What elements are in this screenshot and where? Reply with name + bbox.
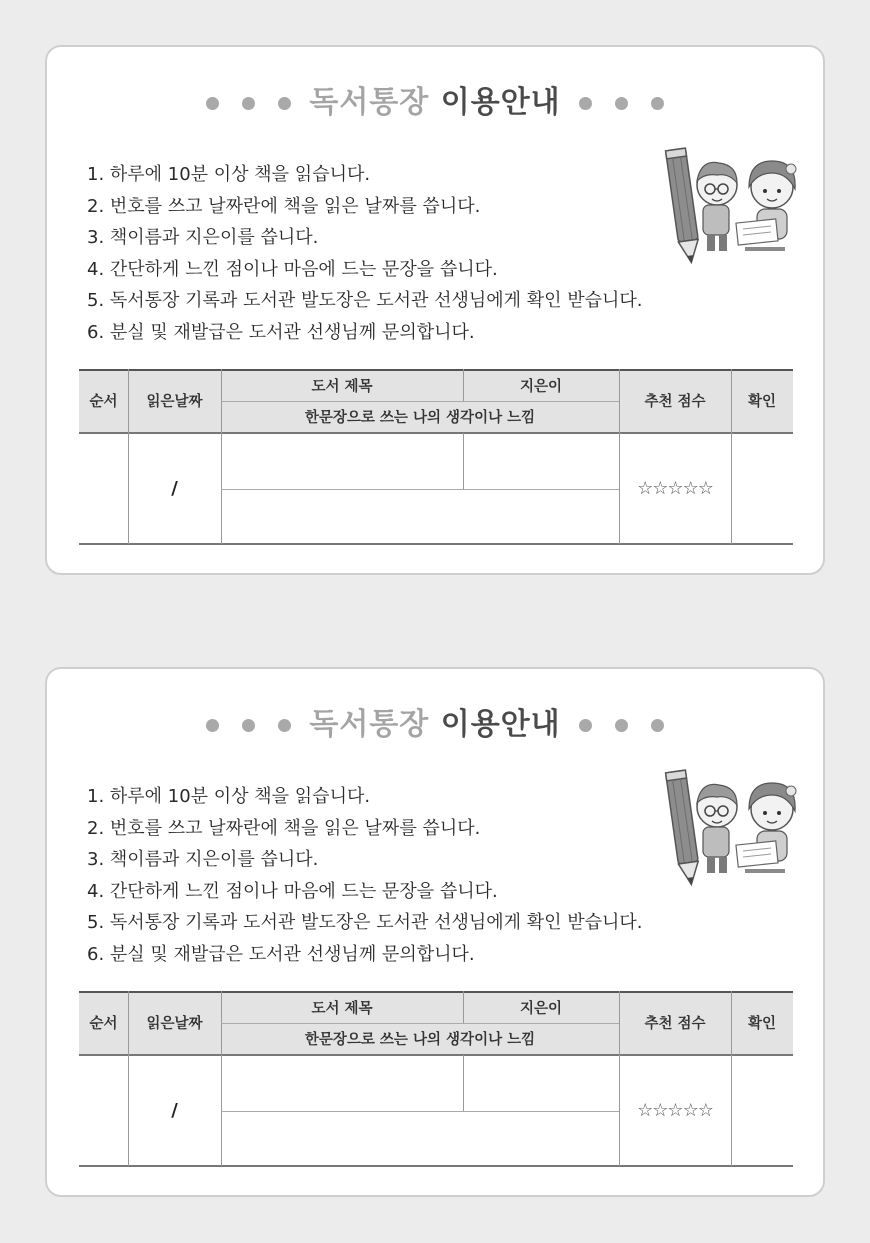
usage-rules-list bbox=[87, 159, 643, 349]
rule-item: 1. 하루에 10분 이상 책을 읽습니다. bbox=[87, 164, 371, 185]
table-body-inner-rule bbox=[221, 1111, 619, 1112]
table-bottom-rule bbox=[79, 543, 793, 545]
bullet-dot-icon bbox=[278, 719, 291, 732]
bullet-dot-icon bbox=[242, 97, 255, 110]
header-check: 확인 bbox=[747, 1016, 776, 1032]
header-order: 순서 bbox=[89, 1016, 118, 1032]
bullet-dot-icon bbox=[278, 97, 291, 110]
bullet-dot-icon bbox=[579, 719, 592, 732]
rule-item: 4. 간단하게 느낀 점이나 마음에 드는 문장을 씁니다. bbox=[87, 258, 498, 280]
reading-record-table bbox=[79, 991, 793, 1166]
rule-item: 6. 분실 및 재발급은 도서관 선생님께 문의합니다. bbox=[87, 321, 475, 343]
header-check: 확인 bbox=[747, 394, 776, 410]
rule-item: 3. 책이름과 지은이를 씁니다. bbox=[87, 849, 319, 871]
header-rating: 추천 점수 bbox=[644, 1016, 706, 1032]
header-book-title: 도서 제목 bbox=[311, 1000, 373, 1017]
header-book-title: 도서 제목 bbox=[311, 378, 373, 395]
rule-item: 4. 간단하게 느낀 점이나 마음에 드는 문장을 씁니다. bbox=[87, 880, 498, 902]
table-body-inner-rule bbox=[221, 489, 619, 490]
rule-item: 5. 독서통장 기록과 도서관 발도장은 도서관 선생님에게 확인 받습니다. bbox=[87, 290, 643, 312]
table-bottom-rule bbox=[79, 1165, 793, 1167]
rating-stars: ☆☆☆☆☆ bbox=[637, 477, 713, 499]
card-title bbox=[309, 705, 560, 745]
title-dots-right bbox=[579, 719, 664, 732]
reading-passbook-card bbox=[45, 667, 825, 1197]
header-author: 지은이 bbox=[519, 378, 563, 395]
header-impression: 한문장으로 쓰는 나의 생각이나 느낌 bbox=[304, 410, 536, 426]
rule-item: 1. 하루에 10분 이상 책을 읽습니다. bbox=[87, 786, 371, 807]
rule-item: 2. 번호를 쓰고 날짜란에 책을 읽은 날짜를 씁니다. bbox=[87, 817, 481, 839]
date-separator: / bbox=[171, 477, 178, 499]
bullet-dot-icon bbox=[615, 719, 628, 732]
bullet-dot-icon bbox=[579, 97, 592, 110]
bullet-dot-icon bbox=[206, 719, 219, 732]
title-part-passbook: 독서통장 bbox=[309, 85, 430, 120]
bullet-dot-icon bbox=[242, 719, 255, 732]
title-part-guide: 이용안내 bbox=[440, 707, 561, 742]
header-read-date: 읽은날짜 bbox=[146, 394, 203, 410]
rule-item: 5. 독서통장 기록과 도서관 발도장은 도서관 선생님에게 확인 받습니다. bbox=[87, 912, 643, 934]
rule-item: 3. 책이름과 지은이를 씁니다. bbox=[87, 227, 319, 249]
bullet-dot-icon bbox=[206, 97, 219, 110]
header-impression: 한문장으로 쓰는 나의 생각이나 느낌 bbox=[304, 1032, 536, 1048]
card-title-row bbox=[47, 83, 823, 123]
usage-rules-list bbox=[87, 781, 643, 971]
rule-item: 2. 번호를 쓰고 날짜란에 책을 읽은 날짜를 씁니다. bbox=[87, 195, 481, 217]
table-column-divider bbox=[463, 433, 464, 489]
card-title bbox=[309, 83, 560, 123]
kids-with-pencil-illustration-icon bbox=[659, 765, 809, 893]
date-separator: / bbox=[171, 1099, 178, 1121]
header-order: 순서 bbox=[89, 394, 118, 410]
header-read-date: 읽은날짜 bbox=[146, 1016, 203, 1032]
title-dots-right bbox=[579, 97, 664, 110]
kids-with-pencil-illustration-icon bbox=[659, 143, 809, 271]
header-rating: 추천 점수 bbox=[644, 394, 706, 410]
title-part-passbook: 독서통장 bbox=[309, 707, 430, 742]
table-column-divider bbox=[463, 1055, 464, 1111]
rating-stars: ☆☆☆☆☆ bbox=[637, 1099, 713, 1121]
rule-item: 6. 분실 및 재발급은 도서관 선생님께 문의합니다. bbox=[87, 943, 475, 965]
title-part-guide: 이용안내 bbox=[440, 85, 561, 120]
bullet-dot-icon bbox=[651, 719, 664, 732]
reading-passbook-card bbox=[45, 45, 825, 575]
bullet-dot-icon bbox=[651, 97, 664, 110]
bullet-dot-icon bbox=[615, 97, 628, 110]
reading-record-table bbox=[79, 369, 793, 544]
card-title-row bbox=[47, 705, 823, 745]
title-dots-left bbox=[206, 719, 291, 732]
header-author: 지은이 bbox=[519, 1000, 563, 1017]
title-dots-left bbox=[206, 97, 291, 110]
